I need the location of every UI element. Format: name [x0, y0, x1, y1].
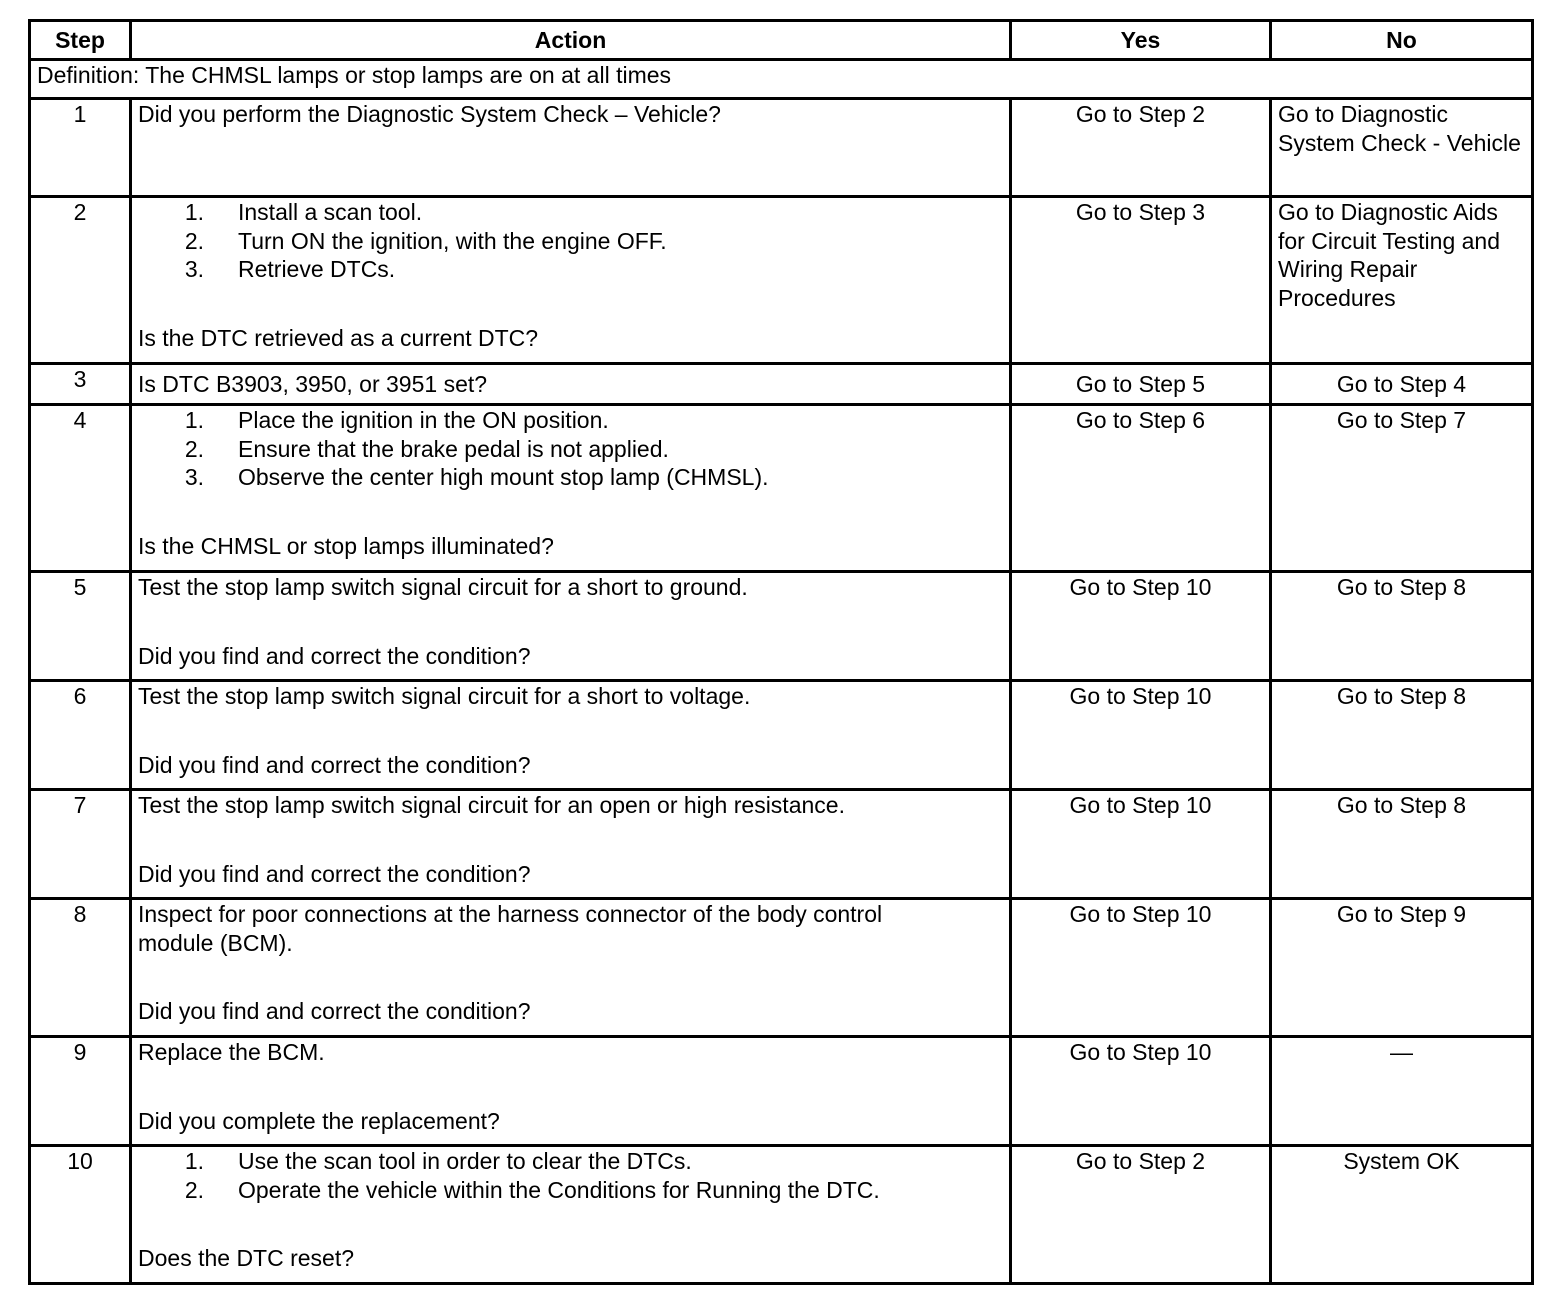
no-cell: —: [1271, 1037, 1533, 1146]
list-item: 1. Place the ignition in the ON position.: [184, 407, 609, 433]
step-number: 4: [30, 405, 131, 572]
list-item-text: Observe the center high mount stop lamp (CHMSL).: [238, 464, 769, 490]
header-step: Step: [30, 21, 131, 60]
list-item-text: Ensure that the brake pedal is not applied.: [238, 435, 669, 462]
yes-cell: Go to Step 10: [1011, 790, 1271, 899]
table-row: [30, 681, 1533, 790]
action-cell: [131, 405, 1011, 572]
definition-text: Definition: The CHMSL lamps or stop lamps are on at all times: [30, 60, 1533, 99]
table-row: [30, 572, 1533, 681]
yes-cell: Go to Step 3: [1011, 197, 1271, 364]
step-number: 6: [30, 681, 131, 790]
list-item: 3. Retrieve DTCs.: [184, 256, 396, 282]
list-item-text: Retrieve DTCs.: [238, 256, 396, 282]
diagnostic-table: [28, 19, 1534, 1285]
step-number: 8: [30, 899, 131, 1037]
no-cell: Go to Step 9: [1271, 899, 1533, 1037]
header-no: No: [1271, 21, 1533, 60]
list-item-text: Install a scan tool.: [238, 199, 423, 225]
yes-cell: Go to Step 5: [1011, 364, 1271, 405]
yes-cell: Go to Step 10: [1011, 681, 1271, 790]
question-text: Is the DTC retrieved as a current DTC?: [138, 324, 539, 351]
yes-cell: Go to Step 2: [1011, 99, 1271, 197]
table-row: [30, 197, 1533, 364]
list-item-text: Operate the vehicle within the Conditions for Running the DTC.: [238, 1176, 880, 1203]
table-row: [30, 1037, 1533, 1146]
action-text: Replace the BCM.: [138, 1039, 325, 1065]
step-number: 3: [30, 364, 131, 405]
list-item: 2. Ensure that the brake pedal is not applied.: [184, 435, 669, 462]
action-cell: [131, 1037, 1011, 1146]
step-number: 9: [30, 1037, 131, 1146]
list-item: 2. Turn ON the ignition, with the engine OFF.: [184, 227, 667, 254]
no-cell: System OK: [1271, 1146, 1533, 1284]
question-text: Did you find and correct the condition?: [138, 860, 531, 887]
no-cell: Go to Diagnostic Aids for Circuit Testing and Wiring Repair Procedures: [1271, 197, 1533, 364]
action-text: Test the stop lamp switch signal circuit for a short to ground.: [138, 574, 748, 600]
no-cell: Go to Step 4: [1271, 364, 1533, 405]
action-cell: [131, 681, 1011, 790]
no-cell: Go to Step 8: [1271, 572, 1533, 681]
table-row: [30, 99, 1533, 197]
list-item: 3. Observe the center high mount stop lamp (CHMSL).: [184, 464, 769, 490]
header-row: [30, 21, 1533, 60]
action-text: Test the stop lamp switch signal circuit for a short to voltage.: [138, 683, 751, 709]
header-yes: Yes: [1011, 21, 1271, 60]
list-item: 1. Install a scan tool.: [184, 199, 423, 225]
definition-row: [30, 60, 1533, 99]
no-cell: Go to Step 8: [1271, 790, 1533, 899]
action-cell: [131, 790, 1011, 899]
procedure-list: [138, 406, 1003, 492]
procedure-list: [138, 1147, 1003, 1204]
question-text: Did you find and correct the condition?: [138, 751, 531, 778]
action-cell: [131, 197, 1011, 364]
list-item-text: Use the scan tool in order to clear the DTCs.: [238, 1148, 692, 1174]
step-number: 7: [30, 790, 131, 899]
yes-cell: Go to Step 2: [1011, 1146, 1271, 1284]
no-cell: Go to Step 8: [1271, 681, 1533, 790]
yes-cell: Go to Step 10: [1011, 899, 1271, 1037]
yes-cell: Go to Step 6: [1011, 405, 1271, 572]
table-row: [30, 364, 1533, 405]
question-text: Did you complete the replacement?: [138, 1107, 500, 1134]
list-item: 2. Operate the vehicle within the Conditions for Running the DTC.: [184, 1176, 880, 1203]
action-cell: [131, 1146, 1011, 1284]
table-row: [30, 790, 1533, 899]
yes-cell: Go to Step 10: [1011, 1037, 1271, 1146]
action-text: Test the stop lamp switch signal circuit for an open or high resistance.: [138, 792, 845, 818]
step-number: 2: [30, 197, 131, 364]
list-item-text: Place the ignition in the ON position.: [238, 407, 609, 433]
step-number: 10: [30, 1146, 131, 1284]
question-text: Did you find and correct the condition?: [138, 642, 531, 669]
procedure-list: [138, 198, 1003, 284]
table-row: [30, 1146, 1533, 1284]
action-cell: [131, 99, 1011, 197]
question-text: Does the DTC reset?: [138, 1245, 355, 1271]
list-item: 1. Use the scan tool in order to clear the DTCs.: [184, 1148, 692, 1174]
table-row: [30, 405, 1533, 572]
header-action: Action: [131, 21, 1011, 60]
action-text: Did you perform the Diagnostic System Check – Vehicle?: [138, 101, 721, 127]
action-text: Inspect for poor connections at the harness connector of the body control module (BCM).: [138, 901, 883, 956]
action-cell: [131, 899, 1011, 1037]
yes-cell: Go to Step 10: [1011, 572, 1271, 681]
action-text: Is DTC B3903, 3950, or 3951 set?: [131, 364, 1011, 405]
no-cell: Go to Diagnostic System Check - Vehicle: [1271, 99, 1533, 197]
question-text: Did you find and correct the condition?: [138, 998, 531, 1024]
no-cell: Go to Step 7: [1271, 405, 1533, 572]
action-cell: [131, 572, 1011, 681]
step-number: 1: [30, 99, 131, 197]
table-row: [30, 899, 1533, 1037]
question-text: Is the CHMSL or stop lamps illuminated?: [138, 532, 554, 559]
step-number: 5: [30, 572, 131, 681]
list-item-text: Turn ON the ignition, with the engine OFF.: [238, 227, 667, 254]
